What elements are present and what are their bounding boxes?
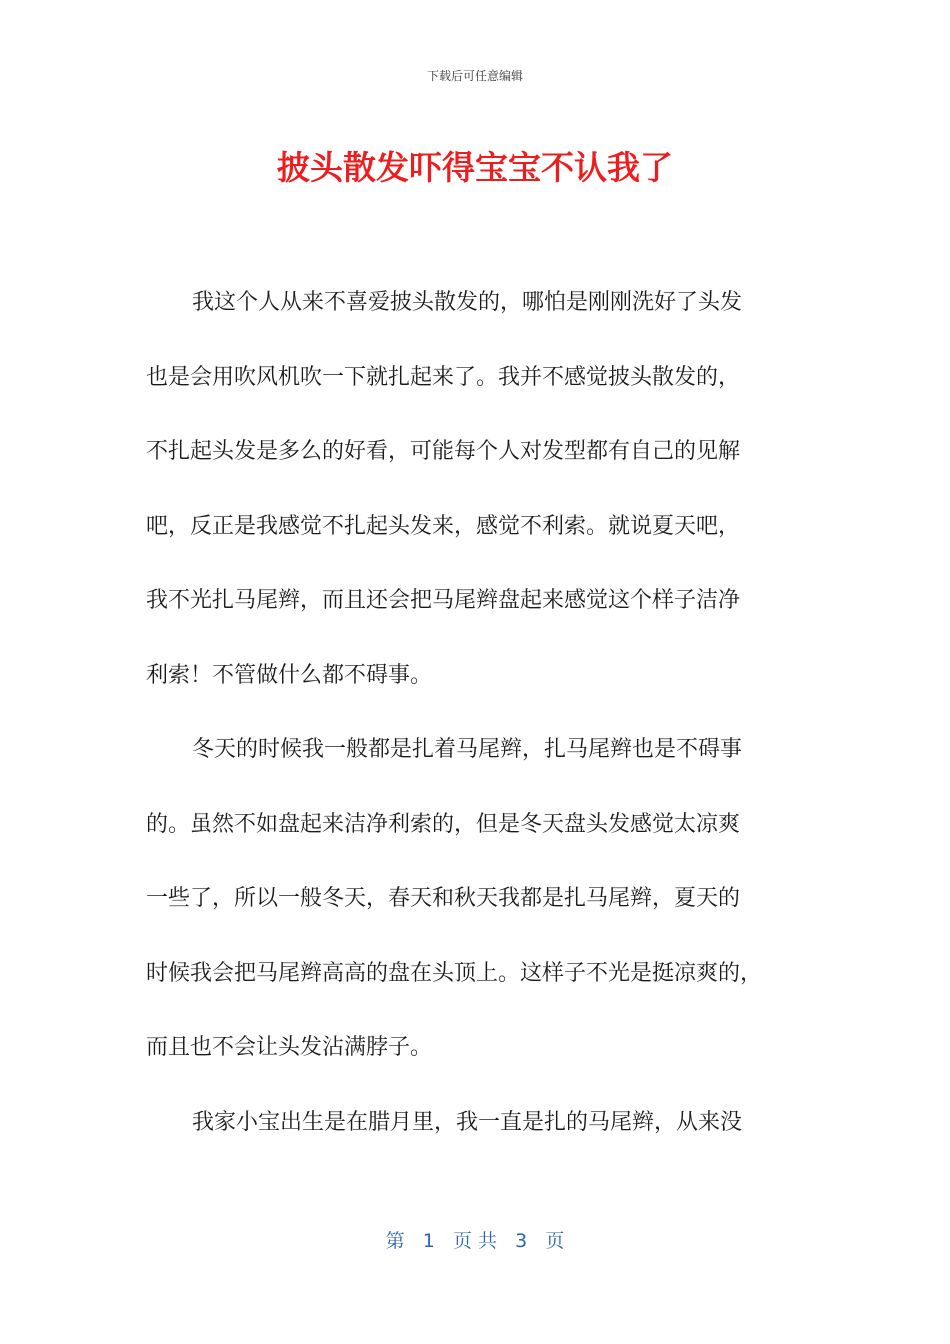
body-line: 我家小宝出生是在腊月里，我一直是扎的马尾辫，从来没 (192, 1109, 743, 1135)
page-header-note: 下载后可任意编辑 (426, 69, 523, 83)
body-line: 而且也不会让头发沾满脖子。 (146, 1035, 433, 1060)
document-title: 披头散发吓得宝宝不认我了 (277, 148, 673, 187)
body-line: 时候我会把马尾辫高高的盘在头顶上。这样子不光是挺凉爽的， (146, 960, 763, 986)
page-number-footer: 第 1 页 共 3 页 (385, 1230, 565, 1252)
body-line: 一些了，所以一般冬天，春天和秋天我都是扎马尾辫，夏天的 (146, 886, 741, 911)
body-line: 也是会用吹风机吹一下就扎起来了。我并不感觉披头散发的， (146, 364, 741, 390)
body-line: 的。虽然不如盘起来洁净利索的，但是冬天盘头发感觉太凉爽 (146, 811, 741, 837)
body-line: 我不光扎马尾辫，而且还会把马尾辫盘起来感觉这个样子洁净 (146, 588, 741, 613)
body-line: 冬天的时候我一般都是扎着马尾辫，扎马尾辫也是不碍事 (192, 737, 743, 762)
document-body (146, 266, 806, 1160)
body-line: 我这个人从来不喜爱披头散发的，哪怕是刚刚洗好了头发 (192, 290, 743, 315)
body-line: 吧，反正是我感觉不扎起头发来，感觉不利索。就说夏天吧， (146, 513, 741, 539)
body-line: 不扎起头发是多么的好看，可能每个人对发型都有自己的见解 (146, 439, 741, 464)
body-line: 利索！不管做什么都不碍事。 (146, 662, 433, 688)
